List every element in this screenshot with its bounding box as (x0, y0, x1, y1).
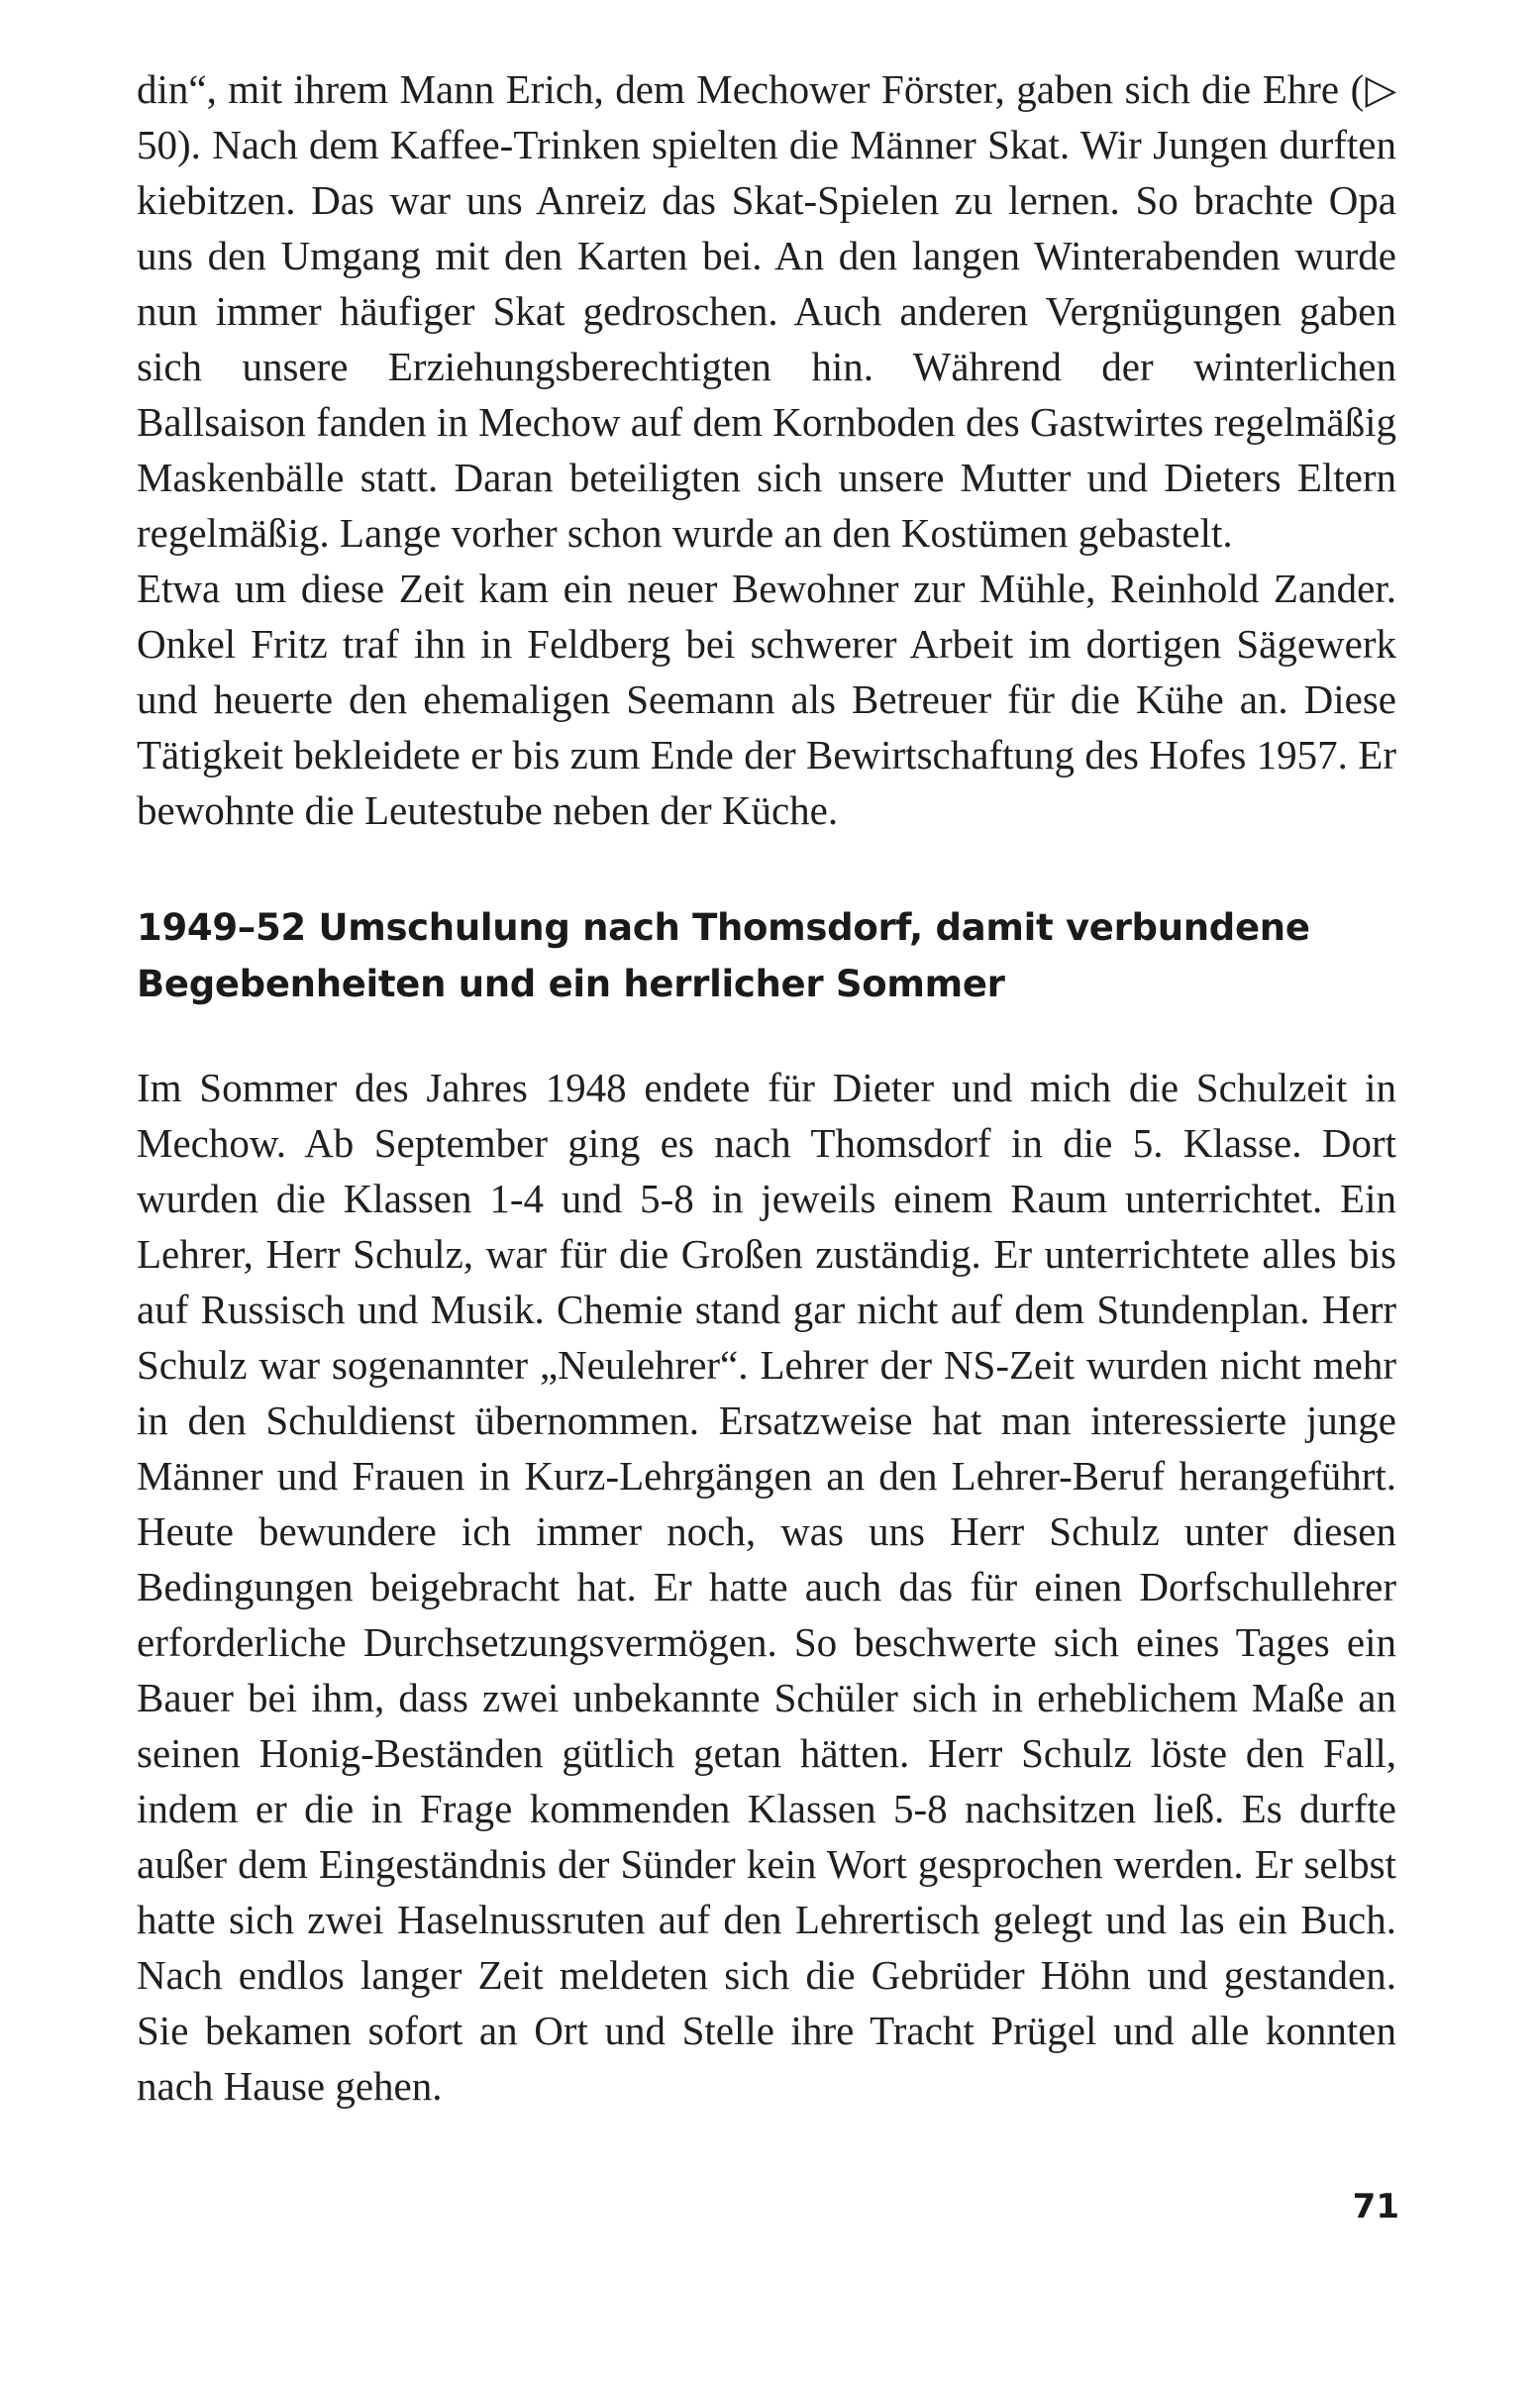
section-heading (137, 899, 1396, 1012)
body-paragraph: Etwa um diese Zeit kam ein neuer Bewohner zur Mühle, Reinhold Zander. Onkel Fritz traf ihn in Feldberg bei schwerer Arbeit im dortigen Sägewerk und heuerte den ehemaligen Seemann als Betreuer für die Kühe an. Diese Tätigkeit bekleidete er bis zum Ende der Bewirtschaftung des Hofes 1957. Er bewohnte die Leutestube neben der Küche. (137, 566, 1396, 833)
section-heading-line: 1949–52 Umschulung nach Thomsdorf, damit verbundene (137, 906, 1310, 949)
section-heading-line: Begebenheiten und ein herrlicher Sommer (137, 963, 1005, 1005)
page-content (137, 61, 1396, 2114)
body-paragraph: din“, mit ihrem Mann Erich, dem Mechower Förster, gaben sich die Ehre (▷ 50). Nach dem Kaffee-Trinken spielten die Männer Skat. Wir Jungen durften kiebitzen. Das war uns Anreiz das Skat-Spielen zu lernen. So brachte Opa uns den Umgang mit den Karten bei. An den langen Winterabenden wurde nun immer häufiger Skat gedroschen. Auch anderen Vergnügungen gaben sich unsere Erziehungsberechtigten hin. Während der winterlichen Ballsaison fanden in Mechow auf dem Kornboden des Gastwirtes regelmäßig Maskenbälle statt. Daran beteiligten sich unsere Mutter und Dieters Eltern regelmäßig. Lange vorher schon wurde an den Kostümen gebastelt. (137, 66, 1396, 556)
page-number: 71 (1352, 2187, 1399, 2226)
body-paragraph: Im Sommer des Jahres 1948 endete für Dieter und mich die Schulzeit in Mechow. Ab September ging es nach Thomsdorf in die 5. Klasse. Dort wurden die Klassen 1-4 und 5-8 in jeweils einem Raum unterrichtet. Ein Lehrer, Herr Schulz, war für die Großen zuständig. Er unterrichtete alles bis auf Russisch und Musik. Chemie stand gar nicht auf dem Stundenplan. Herr Schulz war sogenannter „Neulehrer“. Lehrer der NS-Zeit wurden nicht mehr in den Schuldienst übernommen. Ersatzweise hat man interessierte junge Männer und Frauen in Kurz-Lehrgängen an den Lehrer-Beruf herangeführt. Heute bewundere ich immer noch, was uns Herr Schulz unter diesen Bedingungen beigebracht hat. Er hatte auch das für einen Dorfschullehrer erforderliche Durchsetzungsvermögen. So beschwerte sich eines Tages ein Bauer bei ihm, dass zwei unbekannte Schüler sich in erheblichem Maße an seinen Honig-Beständen gütlich getan hätten. Herr Schulz löste den Fall, indem er die in Frage kommenden Klassen 5-8 nachsitzen ließ. Es durfte außer dem Eingeständnis der Sünder kein Wort gesprochen werden. Er selbst hatte sich zwei Haselnussruten auf den Lehrertisch gelegt und las ein Buch. Nach endlos langer Zeit meldeten sich die Gebrüder Höhn und gestanden. Sie bekamen sofort an Ort und Stelle ihre Tracht Prügel und alle konnten nach Hause gehen. (137, 1065, 1396, 2109)
